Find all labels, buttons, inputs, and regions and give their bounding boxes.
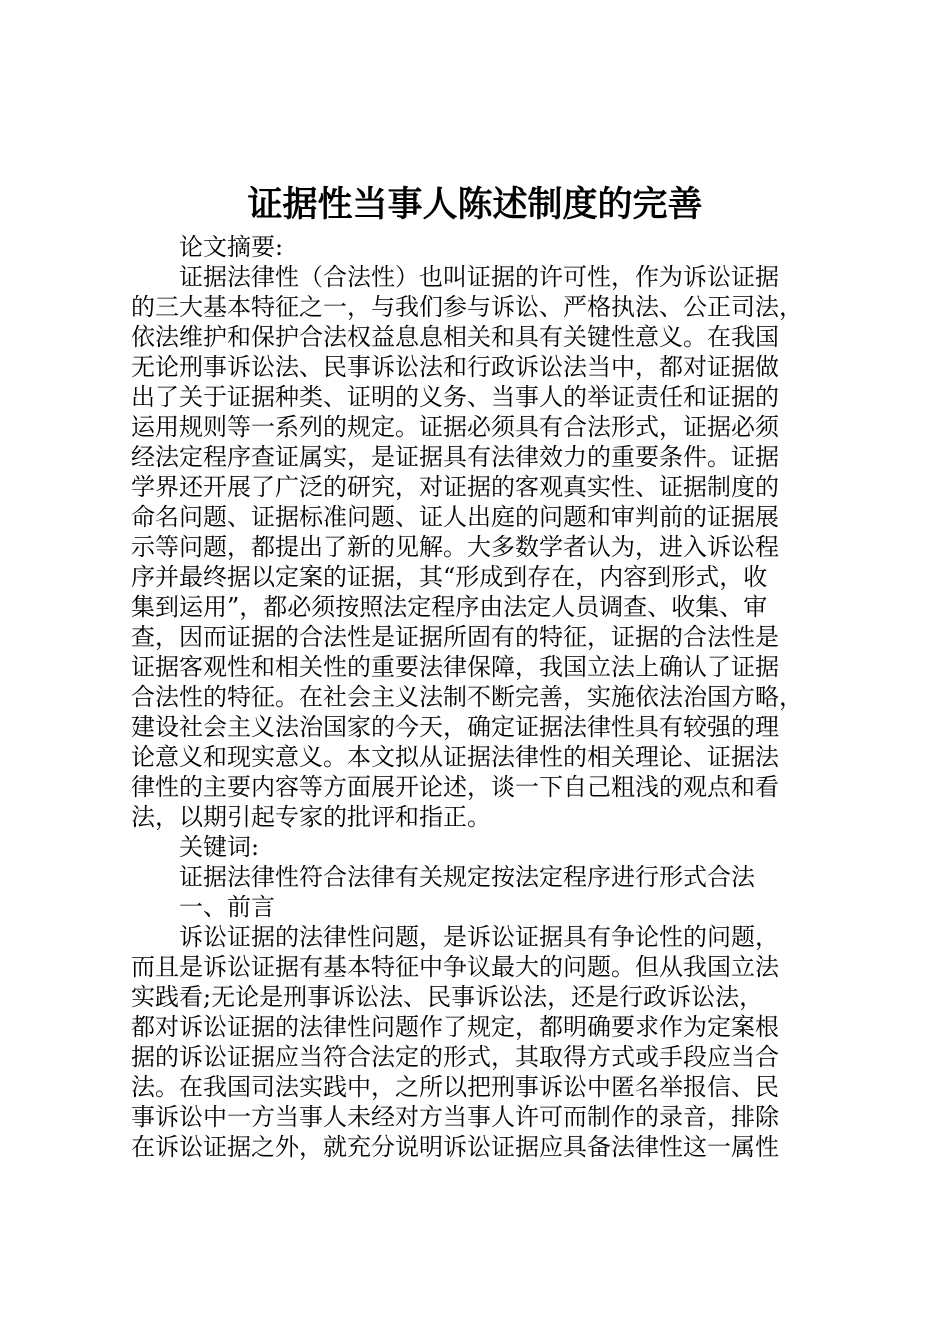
text-line: 实践看;无论是刑事诉讼法、民事诉讼法，还是行政诉讼法，: [131, 983, 764, 1011]
text-line: 示等问题，都提出了新的见解。大多数学者认为，进入诉讼程: [131, 533, 779, 561]
text-line: 论文摘要:: [179, 233, 284, 261]
text-line: 运用规则等一系列的规定。证据必须具有合法形式，证据必须: [131, 413, 779, 441]
text-line: 出了关于证据种类、证明的义务、当事人的举证责任和证据的: [131, 383, 779, 411]
text-line: 关键词:: [179, 833, 260, 861]
text-line: 论意义和现实意义。本文拟从证据法律性的相关理论、证据法: [131, 743, 779, 771]
text-line: 建设社会主义法治国家的今天，确定证据法律性具有较强的理: [131, 713, 779, 741]
text-line: 的三大基本特征之一，与我们参与诉讼、严格执法、公正司法，: [131, 293, 803, 321]
text-line: 序并最终据以定案的证据，其“形成到存在，内容到形式，收: [131, 563, 768, 591]
document-body: [131, 232, 851, 1162]
text-line: 经法定程序查证属实，是证据具有法律效力的重要条件。证据: [131, 443, 779, 471]
text-line: 合法性的特征。在社会主义法制不断完善，实施依法治国方略，: [131, 683, 803, 711]
text-line: 都对诉讼证据的法律性问题作了规定，都明确要求作为定案根: [131, 1013, 779, 1041]
text-line: 无论刑事诉讼法、民事诉讼法和行政诉讼法当中，都对证据做: [131, 353, 779, 381]
text-line: 律性的主要内容等方面展开论述，谈一下自己粗浅的观点和看: [131, 773, 779, 801]
text-line: 一、前言: [179, 893, 275, 921]
text-line: 命名问题、证据标准问题、证人出庭的问题和审判前的证据展: [131, 503, 779, 531]
text-line: 证据客观性和相关性的重要法律保障，我国立法上确认了证据: [131, 653, 779, 681]
document-title: 证据性当事人陈述制度的完善: [247, 185, 703, 225]
text-line: 据的诉讼证据应当符合法定的形式，其取得方式或手段应当合: [131, 1043, 779, 1071]
text-line: 诉讼证据的法律性问题，是诉讼证据具有争论性的问题，: [179, 923, 779, 951]
text-line: 法，以期引起专家的批评和指正。: [131, 803, 491, 831]
text-line: 依法维护和保护合法权益息息相关和具有关键性意义。在我国: [131, 323, 779, 351]
text-line: 学界还开展了广泛的研究，对证据的客观真实性、证据制度的: [131, 473, 779, 501]
text-line: 事诉讼中一方当事人未经对方当事人许可而制作的录音，排除: [131, 1103, 779, 1131]
text-line: 而且是诉讼证据有基本特征中争议最大的问题。但从我国立法: [131, 953, 779, 981]
text-line: 在诉讼证据之外，就充分说明诉讼证据应具备法律性这一属性: [131, 1133, 779, 1161]
text-line: 查，因而证据的合法性是证据所固有的特征，证据的合法性是: [131, 623, 779, 651]
text-line: 法。在我国司法实践中，之所以把刑事诉讼中匿名举报信、民: [131, 1073, 779, 1101]
text-line: 证据法律性（合法性）也叫证据的许可性，作为诉讼证据: [179, 263, 779, 291]
text-line: 证据法律性符合法律有关规定按法定程序进行形式合法: [179, 863, 755, 891]
text-line: 集到运用”，都必须按照法定程序由法定人员调查、收集、审: [131, 593, 768, 621]
